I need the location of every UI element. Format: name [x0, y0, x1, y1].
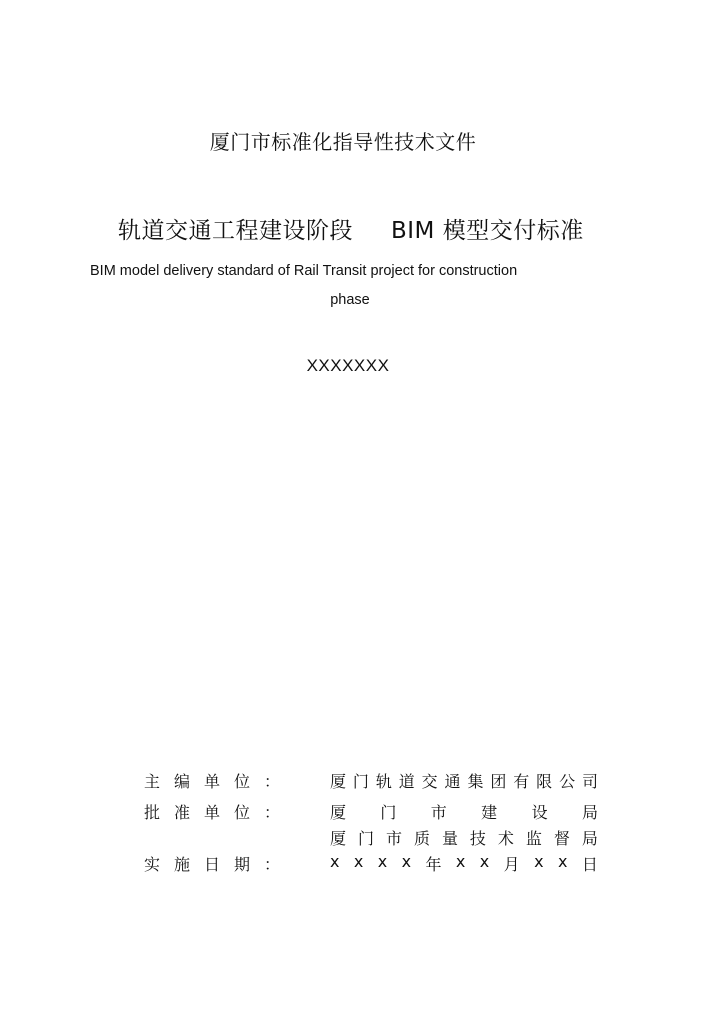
value-char: 市 [385, 829, 402, 848]
value-char: 团 [490, 772, 507, 791]
info-row-approver [144, 800, 604, 822]
info-value-effective-date [330, 852, 598, 875]
info-row-effective-date [144, 852, 604, 874]
series-title: 厦门市标准化指导性技术文件 [209, 130, 477, 154]
label-char: 主 [144, 772, 161, 791]
info-row-approver-2 [144, 826, 604, 848]
value-char: x [479, 852, 490, 871]
info-label-approver [144, 800, 280, 823]
label-char: ： [263, 803, 280, 822]
value-char: x [330, 852, 340, 871]
info-row-editor [144, 769, 604, 791]
value-char: 厦 [330, 829, 347, 848]
info-label-effective-date [144, 852, 280, 875]
value-char: 道 [398, 772, 415, 791]
value-char: 交 [421, 772, 438, 791]
value-char: 质 [413, 829, 430, 848]
info-value-editor [330, 769, 598, 792]
english-title-line1: BIM model delivery standard of Rail Transit project for construction [90, 263, 518, 279]
value-char: 市 [430, 803, 447, 822]
info-label-editor [144, 769, 280, 792]
value-char: 集 [467, 772, 484, 791]
label-char: 实 [144, 855, 161, 874]
label-char: 准 [173, 803, 190, 822]
main-title [118, 212, 584, 245]
value-char: x [401, 852, 412, 871]
label-char: 单 [203, 772, 220, 791]
label-char: 施 [173, 855, 190, 874]
label-char: 单 [203, 803, 220, 822]
value-char: 厦 [330, 772, 347, 791]
value-char: 术 [497, 829, 514, 848]
value-char: 建 [481, 803, 498, 822]
value-char: x [455, 852, 466, 871]
value-char: 通 [444, 772, 461, 791]
value-char: x [534, 852, 544, 871]
value-char: 门 [352, 772, 369, 791]
label-char: 期 [233, 855, 250, 874]
main-title-part1: 轨道交通工程建设阶段 [118, 218, 353, 244]
value-char: 量 [441, 829, 458, 848]
label-char: ： [263, 855, 280, 874]
info-value-approver [330, 800, 598, 823]
value-char: 监 [525, 829, 542, 848]
value-char: 日 [581, 855, 598, 874]
document-code: XXXXXXX [306, 356, 390, 375]
main-title-part2: BIM 模型交付标准 [391, 218, 584, 244]
value-char: 年 [425, 855, 442, 874]
value-char: 局 [581, 829, 598, 848]
value-char: 司 [581, 772, 598, 791]
english-title-line2: phase [330, 292, 370, 308]
value-char: x [557, 852, 568, 871]
value-char: x [353, 852, 364, 871]
label-char: 日 [203, 855, 220, 874]
value-char: 月 [503, 855, 520, 874]
value-char: 门 [380, 803, 397, 822]
info-value-approver-2 [330, 826, 598, 849]
value-char: 设 [531, 803, 548, 822]
value-char: 门 [357, 829, 374, 848]
value-char: 督 [553, 829, 570, 848]
label-char: 位 [233, 803, 250, 822]
value-char: 厦 [330, 803, 347, 822]
value-char: 局 [581, 803, 598, 822]
value-char: 有 [513, 772, 530, 791]
value-char: x [377, 852, 388, 871]
label-char: ： [263, 772, 280, 791]
value-char: 限 [536, 772, 553, 791]
label-char: 编 [173, 772, 190, 791]
value-char: 公 [559, 772, 576, 791]
label-char: 位 [233, 772, 250, 791]
label-char: 批 [144, 803, 161, 822]
value-char: 轨 [375, 772, 392, 791]
value-char: 技 [469, 829, 486, 848]
